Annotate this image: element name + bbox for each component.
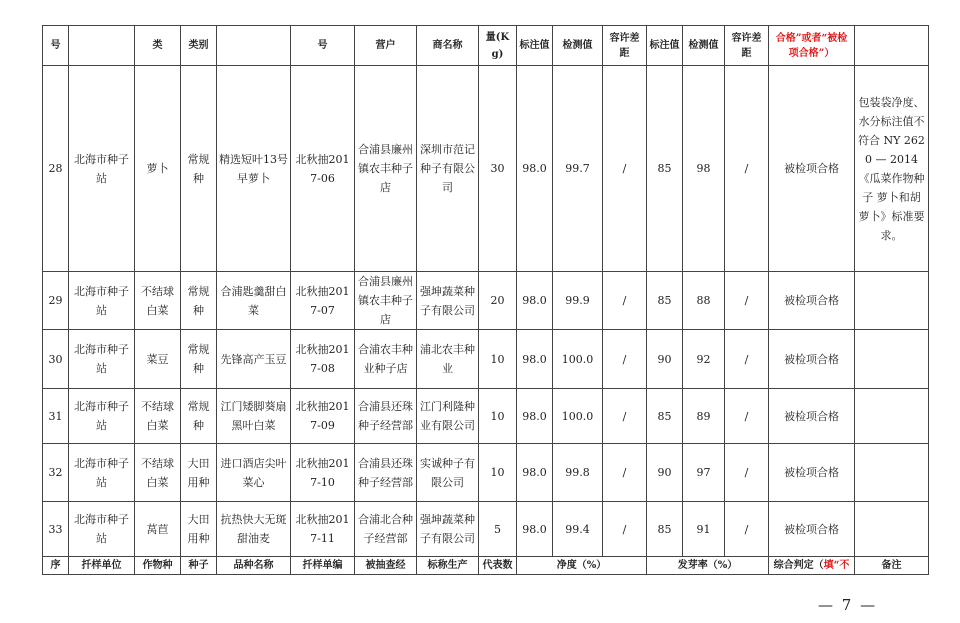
cell-result: 被检项合格 xyxy=(769,330,855,389)
footer-cell-sample: 扦样单编 xyxy=(291,557,355,575)
header-cell: 类别 xyxy=(181,26,217,66)
cell-qty: 20 xyxy=(479,272,517,330)
cell-producer: 深圳市范记种子有限公司 xyxy=(417,66,479,272)
cell-purity-tol: / xyxy=(603,66,647,272)
table-row xyxy=(43,502,929,557)
header-cell xyxy=(217,26,291,66)
footer-cell-producer: 标称生产 xyxy=(417,557,479,575)
footer-cell-note: 备注 xyxy=(855,557,929,575)
footer-cell-type: 种子 xyxy=(181,557,217,575)
cell-germ-test: 91 xyxy=(683,502,725,557)
cell-result: 被检项合格 xyxy=(769,444,855,502)
cell-purity-test: 100.0 xyxy=(553,389,603,444)
cell-sample: 北秋抽2017-07 xyxy=(291,272,355,330)
judgement-prefix: 综合判定（ xyxy=(773,559,824,571)
cell-qty: 10 xyxy=(479,444,517,502)
table-row xyxy=(43,66,929,272)
header-row-top xyxy=(43,26,929,66)
header-cell: 营户 xyxy=(355,26,417,66)
cell-purity-label: 98.0 xyxy=(517,389,553,444)
cell-seller: 合浦北合种子经营部 xyxy=(355,502,417,557)
cell-type: 大田用种 xyxy=(181,444,217,502)
header-cell: 商名称 xyxy=(417,26,479,66)
cell-unit: 北海市种子站 xyxy=(69,272,135,330)
cell-purity-test: 99.9 xyxy=(553,272,603,330)
cell-germ-tol: / xyxy=(725,444,769,502)
cell-purity-test: 99.4 xyxy=(553,502,603,557)
cell-no: 33 xyxy=(43,502,69,557)
cell-purity-label: 98.0 xyxy=(517,444,553,502)
cell-germ-test: 97 xyxy=(683,444,725,502)
cell-purity-test: 99.7 xyxy=(553,66,603,272)
footer-cell-crop: 作物种 xyxy=(135,557,181,575)
cell-germ-test: 89 xyxy=(683,389,725,444)
seed-inspection-table xyxy=(42,25,929,575)
cell-type: 常规种 xyxy=(181,66,217,272)
cell-variety: 抗热快大无斑甜油麦 xyxy=(217,502,291,557)
cell-germ-tol: / xyxy=(725,330,769,389)
cell-unit: 北海市种子站 xyxy=(69,330,135,389)
header-cell: 号 xyxy=(291,26,355,66)
cell-qty: 10 xyxy=(479,330,517,389)
header-cell: 标注值 xyxy=(647,26,683,66)
cell-variety: 江门矮脚葵扇黑叶白菜 xyxy=(217,389,291,444)
cell-unit: 北海市种子站 xyxy=(69,389,135,444)
cell-result: 被检项合格 xyxy=(769,502,855,557)
table-row xyxy=(43,272,929,330)
header-cell xyxy=(69,26,135,66)
cell-purity-tol: / xyxy=(603,330,647,389)
cell-result: 被检项合格 xyxy=(769,272,855,330)
cell-purity-label: 98.0 xyxy=(517,272,553,330)
cell-purity-test: 100.0 xyxy=(553,330,603,389)
cell-crop: 莴苣 xyxy=(135,502,181,557)
footer-cell-variety: 品种名称 xyxy=(217,557,291,575)
header-cell: 容许差距 xyxy=(725,26,769,66)
cell-germ-label: 90 xyxy=(647,330,683,389)
cell-producer: 实诚种子有限公司 xyxy=(417,444,479,502)
cell-purity-tol: / xyxy=(603,272,647,330)
cell-germ-test: 88 xyxy=(683,272,725,330)
cell-unit: 北海市种子站 xyxy=(69,502,135,557)
cell-germ-label: 90 xyxy=(647,444,683,502)
header-cell: 标注值 xyxy=(517,26,553,66)
cell-variety: 合浦匙羹甜白菜 xyxy=(217,272,291,330)
cell-germ-test: 98 xyxy=(683,66,725,272)
cell-germ-tol: / xyxy=(725,502,769,557)
cell-purity-label: 98.0 xyxy=(517,502,553,557)
cell-purity-test: 99.8 xyxy=(553,444,603,502)
cell-purity-tol: / xyxy=(603,444,647,502)
cell-no: 31 xyxy=(43,389,69,444)
header-cell: 检测值 xyxy=(553,26,603,66)
cell-germ-label: 85 xyxy=(647,502,683,557)
cell-germ-tol: / xyxy=(725,272,769,330)
cell-no: 30 xyxy=(43,330,69,389)
cell-purity-label: 98.0 xyxy=(517,330,553,389)
cell-no: 28 xyxy=(43,66,69,272)
cell-result: 被检项合格 xyxy=(769,389,855,444)
cell-no: 32 xyxy=(43,444,69,502)
cell-unit: 北海市种子站 xyxy=(69,444,135,502)
cell-crop: 不结球白菜 xyxy=(135,444,181,502)
header-cell: 量(Kg) xyxy=(479,26,517,66)
header-cell xyxy=(855,26,929,66)
header-row-bottom xyxy=(43,557,929,575)
cell-producer: 强坤蔬菜种子有限公司 xyxy=(417,502,479,557)
cell-producer: 浦北农丰种业 xyxy=(417,330,479,389)
header-cell: 检测值 xyxy=(683,26,725,66)
cell-unit: 北海市种子站 xyxy=(69,66,135,272)
cell-type: 常规种 xyxy=(181,389,217,444)
cell-seller: 合浦县廉州镇农丰种子店 xyxy=(355,66,417,272)
cell-germ-label: 85 xyxy=(647,272,683,330)
cell-qty: 30 xyxy=(479,66,517,272)
header-cell-judgement: 合格”或者“被检项合格”） xyxy=(769,26,855,66)
cell-seller: 合浦县廉州镇农丰种子店 xyxy=(355,272,417,330)
cell-result: 被检项合格 xyxy=(769,66,855,272)
cell-sample: 北秋抽2017-06 xyxy=(291,66,355,272)
cell-crop: 不结球白菜 xyxy=(135,272,181,330)
cell-no: 29 xyxy=(43,272,69,330)
footer-cell-qty: 代表数 xyxy=(479,557,517,575)
cell-germ-label: 85 xyxy=(647,66,683,272)
cell-seller: 合浦县还珠种子经营部 xyxy=(355,444,417,502)
cell-note xyxy=(855,444,929,502)
judgement-red-text: 填“不 xyxy=(823,559,850,571)
cell-qty: 5 xyxy=(479,502,517,557)
cell-crop: 萝卜 xyxy=(135,66,181,272)
header-cell: 类 xyxy=(135,26,181,66)
cell-note xyxy=(855,502,929,557)
cell-germ-label: 85 xyxy=(647,389,683,444)
table-row xyxy=(43,444,929,502)
cell-type: 常规种 xyxy=(181,330,217,389)
cell-note xyxy=(855,389,929,444)
cell-type: 常规种 xyxy=(181,272,217,330)
cell-seller: 合浦农丰种业种子店 xyxy=(355,330,417,389)
cell-variety: 进口酒店尖叶菜心 xyxy=(217,444,291,502)
cell-purity-tol: / xyxy=(603,389,647,444)
cell-variety: 先锋高产玉豆 xyxy=(217,330,291,389)
cell-purity-tol: / xyxy=(603,502,647,557)
cell-note xyxy=(855,272,929,330)
header-cell: 号 xyxy=(43,26,69,66)
footer-cell-purity: 净度（%） xyxy=(517,557,647,575)
footer-cell-unit: 扦样单位 xyxy=(69,557,135,575)
cell-germ-tol: / xyxy=(725,389,769,444)
cell-sample: 北秋抽2017-09 xyxy=(291,389,355,444)
header-cell: 容许差距 xyxy=(603,26,647,66)
cell-sample: 北秋抽2017-10 xyxy=(291,444,355,502)
cell-seller: 合浦县还珠种子经营部 xyxy=(355,389,417,444)
cell-producer: 江门利隆种业有限公司 xyxy=(417,389,479,444)
cell-qty: 10 xyxy=(479,389,517,444)
table-row xyxy=(43,330,929,389)
cell-note: 包装袋净度、水分标注值不符合 NY 2620 — 2014《瓜菜作物种子 萝卜和胡萝卜》标准要求。 xyxy=(855,66,929,272)
cell-note xyxy=(855,330,929,389)
cell-crop: 不结球白菜 xyxy=(135,389,181,444)
footer-cell-judgement xyxy=(769,557,855,575)
cell-crop: 菜豆 xyxy=(135,330,181,389)
cell-sample: 北秋抽2017-08 xyxy=(291,330,355,389)
cell-variety: 精选短叶13号早萝卜 xyxy=(217,66,291,272)
table-row xyxy=(43,389,929,444)
footer-cell-no: 序 xyxy=(43,557,69,575)
cell-germ-test: 92 xyxy=(683,330,725,389)
footer-cell-seller: 被抽查经 xyxy=(355,557,417,575)
cell-producer: 强坤蔬菜种子有限公司 xyxy=(417,272,479,330)
cell-purity-label: 98.0 xyxy=(517,66,553,272)
cell-germ-tol: / xyxy=(725,66,769,272)
page-number: — 7 — xyxy=(818,596,878,614)
footer-cell-germination: 发芽率（%） xyxy=(647,557,769,575)
cell-sample: 北秋抽2017-11 xyxy=(291,502,355,557)
cell-type: 大田用种 xyxy=(181,502,217,557)
